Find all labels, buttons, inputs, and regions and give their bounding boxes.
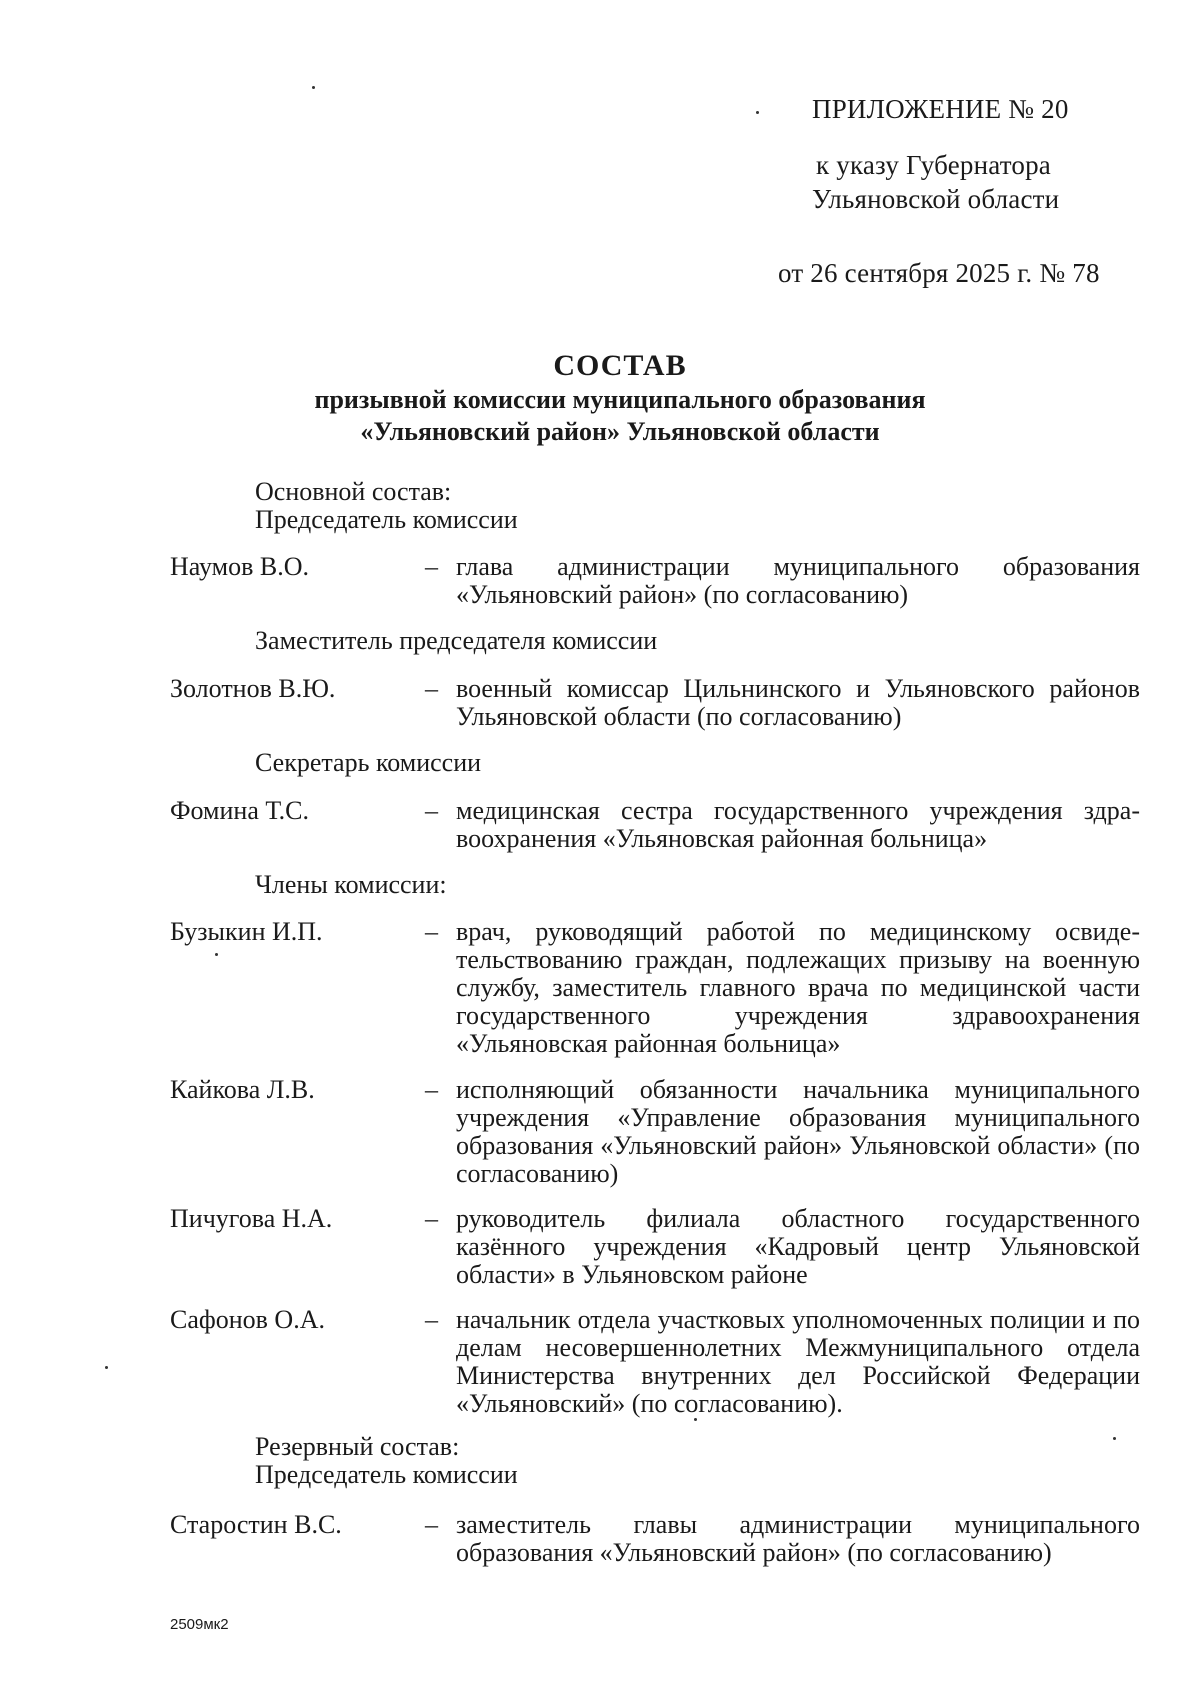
entry-dash: – — [425, 917, 438, 946]
member-entry-deputy — [170, 675, 1140, 731]
member-position: руководитель филиала областного государственного казённого учреждения «Кадровый центр Ульяновской области» в Ульяновском районе — [456, 1204, 1140, 1289]
scan-speck — [215, 953, 218, 956]
appendix-title: ПРИЛОЖЕНИЕ № 20 — [812, 94, 1069, 124]
entry-dash: – — [425, 796, 438, 825]
document-code: 2509мк2 — [170, 1616, 229, 1633]
decree-reference-line-1: к указу Губернатора — [816, 150, 1051, 180]
title-line-1: призывной комиссии муниципального образования — [314, 385, 926, 414]
member-name: Кайкова Л.В. — [170, 1075, 315, 1104]
member-position: военный комиссар Цильнинского и Ульяновского районов Ульяновской области (по согласованию) — [456, 674, 1140, 731]
reserve-composition-heading: Резервный состав: — [255, 1432, 460, 1461]
member-position: исполняющий обязанности начальника муниципального учреждения «Управление образования муниципального образования «Ульяновский район» Ульяновской области» (по согласованию) — [456, 1075, 1140, 1188]
scan-speck — [1113, 1437, 1116, 1440]
member-name: Бузыкин И.П. — [170, 917, 323, 946]
member-name: Наумов В.О. — [170, 552, 310, 581]
reserve-chair-label: Председатель комиссии — [255, 1460, 518, 1489]
member-name: Пичугова Н.А. — [170, 1204, 333, 1233]
scan-speck — [105, 1366, 108, 1369]
entry-dash: – — [425, 674, 438, 703]
member-entry — [170, 918, 1140, 1058]
main-deputy-label: Заместитель председателя комиссии — [255, 626, 658, 655]
member-entry — [170, 1205, 1140, 1289]
main-chair-label: Председатель комиссии — [255, 505, 518, 534]
member-entry-reserve-chair — [170, 1511, 1140, 1567]
member-name: Фомина Т.С. — [170, 796, 309, 825]
entry-dash: – — [425, 1204, 438, 1233]
member-entry-chair — [170, 553, 1140, 609]
member-position: заместитель главы администрации муниципального образования «Ульяновский район» (по согласованию) — [456, 1510, 1140, 1567]
member-entry — [170, 1306, 1140, 1418]
member-position: медицинская сестра государственного учреждения здравоохранения «Ульяновская районная больница» — [456, 796, 1140, 853]
member-name: Сафонов О.А. — [170, 1305, 325, 1334]
decree-date-line: от 26 сентября 2025 г. № 78 — [778, 258, 1100, 288]
scan-speck — [694, 1418, 697, 1421]
entry-dash: – — [425, 1075, 438, 1104]
member-entry-secretary — [170, 797, 1140, 853]
member-name: Золотнов В.Ю. — [170, 674, 336, 703]
member-position: начальник отдела участковых уполномоченных полиции и по делам несовершеннолетних Межмуниципального отдела Министерства внутренних дел Российской Федерации «Ульяновский» (по согласованию). — [456, 1305, 1140, 1418]
title-line-2: «Ульяновский район» Ульяновской области — [360, 417, 880, 446]
member-position: врач, руководящий работой по медицинскому освидетельствованию граждан, подлежащих призыву на военную службу, заместитель главного врача по медицинской части государственного учреждения здравоохранения «Ульяновская районная больница» — [456, 917, 1140, 1058]
appendix-header — [778, 92, 1100, 290]
main-secretary-label: Секретарь комиссии — [255, 748, 482, 777]
member-entry — [170, 1076, 1140, 1188]
scan-speck — [312, 86, 315, 89]
decree-reference-line-2: Ульяновской области — [812, 184, 1060, 214]
entry-dash: – — [425, 552, 438, 581]
member-position: глава администрации муниципального образования «Ульяновский район» (по согласованию) — [456, 552, 1140, 609]
entry-dash: – — [425, 1510, 438, 1539]
scan-speck — [756, 111, 759, 114]
main-composition-heading: Основной состав: — [255, 477, 452, 506]
title-main: СОСТАВ — [553, 349, 687, 382]
entry-dash: – — [425, 1305, 438, 1334]
document-title — [200, 348, 1040, 448]
member-name: Старостин В.С. — [170, 1510, 342, 1539]
members-label: Члены комиссии: — [255, 870, 447, 899]
